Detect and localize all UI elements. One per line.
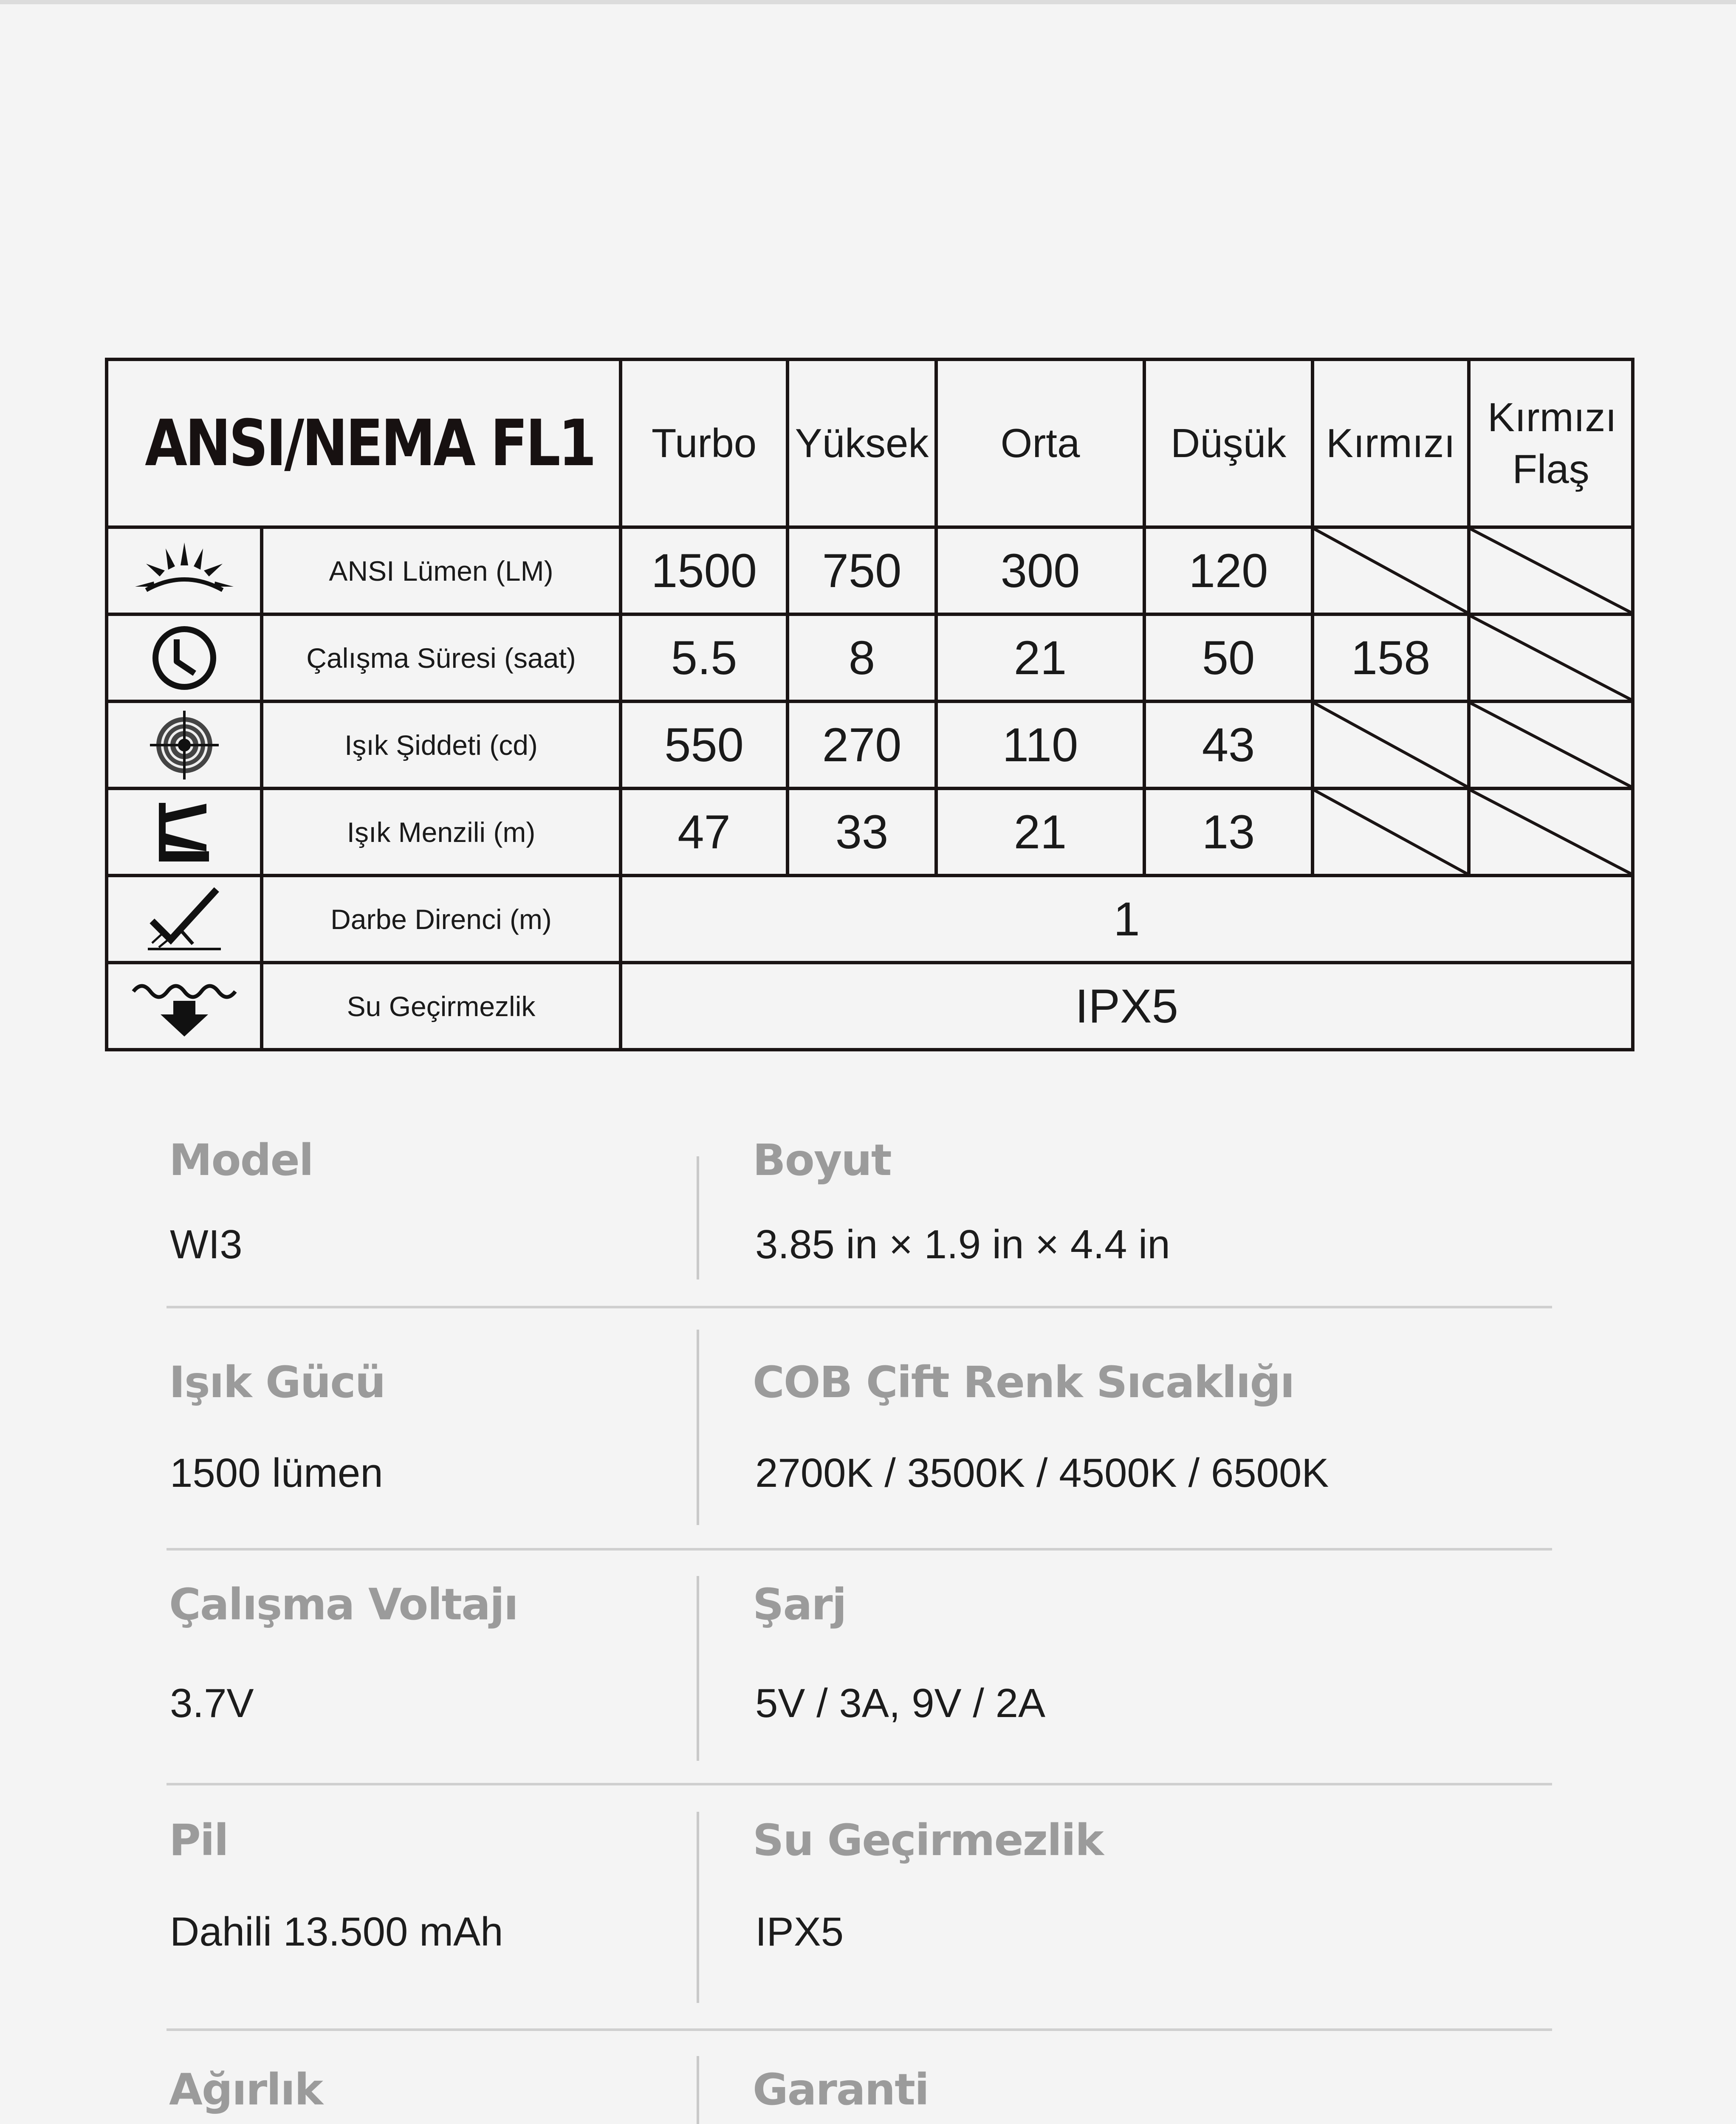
spec-label: Boyut bbox=[753, 1135, 891, 1186]
diagonal-strike bbox=[1471, 529, 1631, 613]
table-cell bbox=[1144, 788, 1313, 876]
row-divider bbox=[167, 1783, 1552, 1785]
diagonal-strike bbox=[1471, 790, 1631, 874]
row-label-cell bbox=[262, 876, 621, 963]
row-icon-cell bbox=[107, 614, 262, 701]
spec-label: Garanti bbox=[753, 2065, 929, 2115]
cell-value: 8 bbox=[848, 631, 875, 684]
table-cell bbox=[936, 788, 1144, 876]
empty-cell bbox=[1313, 701, 1469, 788]
cell-value: 33 bbox=[835, 805, 889, 859]
spec-label: Model bbox=[169, 1135, 313, 1186]
spec-value: 3.85 in × 1.9 in × 4.4 in bbox=[755, 1222, 1170, 1267]
table-row bbox=[107, 788, 1633, 876]
cell-value: 300 bbox=[1000, 544, 1080, 597]
cell-value: 110 bbox=[1002, 718, 1078, 771]
span-value: IPX5 bbox=[1075, 980, 1178, 1033]
table-cell bbox=[936, 527, 1144, 614]
empty-cell bbox=[1469, 701, 1633, 788]
spec-value: 3.7V bbox=[170, 1681, 254, 1726]
cell-value: 1500 bbox=[651, 544, 757, 597]
cell-value: 50 bbox=[1202, 631, 1255, 684]
mode-header bbox=[1313, 359, 1469, 527]
mode-header bbox=[788, 359, 936, 527]
empty-cell bbox=[1313, 527, 1469, 614]
diagonal-strike bbox=[1471, 616, 1631, 700]
row-icon-cell bbox=[107, 963, 262, 1050]
mode-header bbox=[936, 359, 1144, 527]
column-divider bbox=[697, 1576, 699, 1761]
diagonal-strike bbox=[1471, 703, 1631, 787]
spec-value: 1500 lümen bbox=[170, 1450, 383, 1496]
sunburst-icon bbox=[133, 539, 235, 603]
diagonal-strike bbox=[1314, 529, 1467, 613]
cell-value: 550 bbox=[664, 718, 744, 771]
row-icon-cell bbox=[107, 527, 262, 614]
table-row bbox=[107, 614, 1633, 701]
mode-header bbox=[1469, 359, 1633, 527]
table-row bbox=[107, 963, 1633, 1050]
table-cell bbox=[788, 701, 936, 788]
empty-cell bbox=[1469, 788, 1633, 876]
column-divider bbox=[697, 2056, 699, 2124]
row-label-cell bbox=[262, 963, 621, 1050]
cell-value: 21 bbox=[1013, 805, 1067, 859]
cell-value: 21 bbox=[1013, 631, 1067, 684]
cell-value: 270 bbox=[822, 718, 902, 771]
span-value-cell bbox=[621, 963, 1633, 1050]
table-cell bbox=[621, 527, 788, 614]
table-title: ANSI/NEMA FL1 bbox=[145, 406, 595, 480]
impact-check-icon bbox=[146, 885, 223, 953]
table-title-cell bbox=[107, 359, 621, 527]
spec-label: Ağırlık bbox=[169, 2065, 322, 2115]
spec-label: Şarj bbox=[753, 1579, 846, 1630]
spec-value: Dahili 13.500 mAh bbox=[170, 1909, 503, 1955]
cell-value: 750 bbox=[822, 544, 902, 597]
mode-header-label: Turbo bbox=[651, 420, 757, 466]
spec-value: 2700K / 3500K / 4500K / 6500K bbox=[755, 1450, 1329, 1496]
table-cell bbox=[1144, 614, 1313, 701]
table-cell bbox=[621, 788, 788, 876]
row-label-cell bbox=[262, 701, 621, 788]
row-label: Işık Şiddeti (cd) bbox=[344, 729, 538, 761]
water-drop-icon bbox=[129, 974, 240, 1038]
row-divider bbox=[167, 2028, 1552, 2031]
row-label-cell bbox=[262, 614, 621, 701]
row-icon-cell bbox=[107, 876, 262, 963]
row-label-cell bbox=[262, 527, 621, 614]
spec-value: 5V / 3A, 9V / 2A bbox=[755, 1681, 1046, 1726]
span-value-cell bbox=[621, 876, 1633, 963]
table-cell bbox=[936, 701, 1144, 788]
cell-value: 47 bbox=[677, 805, 731, 859]
spec-label: Işık Gücü bbox=[169, 1357, 385, 1408]
beam-distance-icon bbox=[155, 800, 214, 864]
clock-icon bbox=[150, 624, 218, 692]
mode-header-label: Yüksek bbox=[795, 420, 929, 466]
spec-value: IPX5 bbox=[755, 1909, 844, 1955]
spec-label: COB Çift Renk Sıcaklığı bbox=[753, 1357, 1294, 1408]
cell-value: 13 bbox=[1202, 805, 1255, 859]
mode-header-label: Düşük bbox=[1170, 420, 1287, 466]
fl1-spec-table bbox=[105, 358, 1634, 1051]
row-label: Darbe Direnci (m) bbox=[330, 903, 552, 935]
row-label: Su Geçirmezlik bbox=[347, 990, 536, 1022]
table-row bbox=[107, 527, 1633, 614]
table-cell bbox=[1144, 701, 1313, 788]
spec-label: Çalışma Voltajı bbox=[169, 1579, 518, 1630]
span-value: 1 bbox=[1113, 893, 1140, 946]
row-divider bbox=[167, 1306, 1552, 1308]
table-cell bbox=[1144, 527, 1313, 614]
column-divider bbox=[697, 1330, 699, 1525]
table-cell bbox=[621, 614, 788, 701]
spec-label: Su Geçirmezlik bbox=[753, 1815, 1103, 1866]
mode-header-label: Kırmızı bbox=[1326, 420, 1455, 466]
column-divider bbox=[697, 1156, 699, 1279]
column-divider bbox=[697, 1812, 699, 2003]
cell-value: 43 bbox=[1202, 718, 1255, 771]
diagonal-strike bbox=[1314, 703, 1467, 787]
spec-label: Pil bbox=[169, 1815, 228, 1866]
target-icon bbox=[148, 709, 220, 781]
table-cell bbox=[788, 788, 936, 876]
diagonal-strike bbox=[1314, 790, 1467, 874]
table-header-row bbox=[107, 359, 1633, 527]
cell-value: 120 bbox=[1188, 544, 1268, 597]
table-cell bbox=[788, 527, 936, 614]
cell-value: 5.5 bbox=[671, 631, 737, 684]
table-cell bbox=[936, 614, 1144, 701]
mode-header bbox=[1144, 359, 1313, 527]
row-icon-cell bbox=[107, 788, 262, 876]
row-label: ANSI Lümen (LM) bbox=[329, 555, 553, 587]
mode-header-label: Kırmızı Flaş bbox=[1488, 394, 1617, 492]
table-row bbox=[107, 701, 1633, 788]
spec-value: WI3 bbox=[170, 1222, 243, 1267]
empty-cell bbox=[1313, 788, 1469, 876]
table-cell bbox=[788, 614, 936, 701]
table-cell bbox=[1313, 614, 1469, 701]
mode-header bbox=[621, 359, 788, 527]
table-cell bbox=[621, 701, 788, 788]
empty-cell bbox=[1469, 614, 1633, 701]
row-divider bbox=[167, 1548, 1552, 1551]
row-label-cell bbox=[262, 788, 621, 876]
cell-value: 158 bbox=[1351, 631, 1431, 684]
top-divider bbox=[0, 0, 1736, 4]
empty-cell bbox=[1469, 527, 1633, 614]
table-row bbox=[107, 876, 1633, 963]
row-icon-cell bbox=[107, 701, 262, 788]
row-label: Çalışma Süresi (saat) bbox=[306, 642, 576, 674]
mode-header-label: Orta bbox=[1000, 420, 1080, 466]
row-label: Işık Menzili (m) bbox=[347, 816, 536, 848]
